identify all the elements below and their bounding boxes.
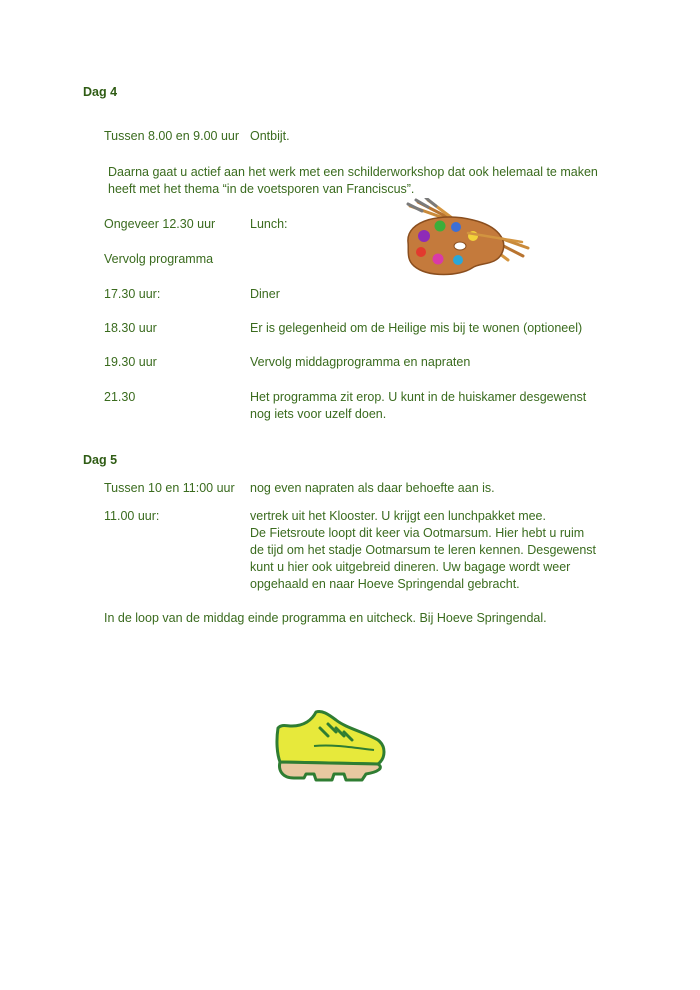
schedule-time: Ongeveer 12.30 uur <box>104 217 216 231</box>
schedule-desc: Lunch: <box>250 217 288 231</box>
paint-palette-icon <box>398 198 538 278</box>
schedule-desc-line-2: nog iets voor uzelf doen. <box>250 407 387 421</box>
workshop-line-2: heeft met het thema “in de voetsporen van Franciscus”. <box>108 182 415 196</box>
departure-line-2: De Fietsroute loopt dit keer via Ootmarsum. Hier hebt u ruim <box>250 526 585 540</box>
schedule-time: 11.00 uur: <box>104 509 160 523</box>
departure-line-5: opgehaald en naar Hoeve Springendal gebracht. <box>250 577 520 591</box>
departure-line-1: vertrek uit het Klooster. U krijgt een lunchpakket mee. <box>250 509 546 523</box>
schedule-time: Vervolg programma <box>104 252 214 266</box>
schedule-desc-line-1: Het programma zit erop. U kunt in de huiskamer desgewenst <box>250 390 587 404</box>
workshop-line-1: Daarna gaat u actief aan het werk met een schilderworkshop dat ook helemaal te maken <box>108 165 598 179</box>
schedule-desc: Vervolg middagprogramma en napraten <box>250 355 471 369</box>
schedule-desc: Er is gelegenheid om de Heilige mis bij te wonen (optioneel) <box>250 321 583 335</box>
breakfast-time: Tussen 8.00 en 9.00 uur <box>104 129 240 143</box>
closing-text: In de loop van de middag einde programma en uitcheck. Bij Hoeve Springendal. <box>104 611 547 625</box>
schedule-time: 21.30 <box>104 390 136 404</box>
schedule-time: 19.30 uur <box>104 355 157 369</box>
schedule-time: Tussen 10 en 11:00 uur <box>104 481 235 495</box>
sneaker-icon <box>274 706 390 784</box>
departure-line-4: kunt u hier ook uitgebreid dineren. Uw bagage wordt weer <box>250 560 571 574</box>
breakfast-desc: Ontbijt. <box>250 129 290 143</box>
schedule-time: 18.30 uur <box>104 321 157 335</box>
day5-heading: Dag 5 <box>83 453 118 467</box>
schedule-desc: Diner <box>250 287 280 301</box>
day4-heading: Dag 4 <box>83 85 118 99</box>
schedule-time: 17.30 uur: <box>104 287 161 301</box>
schedule-desc: nog even napraten als daar behoefte aan is. <box>250 481 495 495</box>
departure-line-3: de tijd om het stadje Ootmarsum te leren kennen. Desgewenst <box>250 543 597 557</box>
